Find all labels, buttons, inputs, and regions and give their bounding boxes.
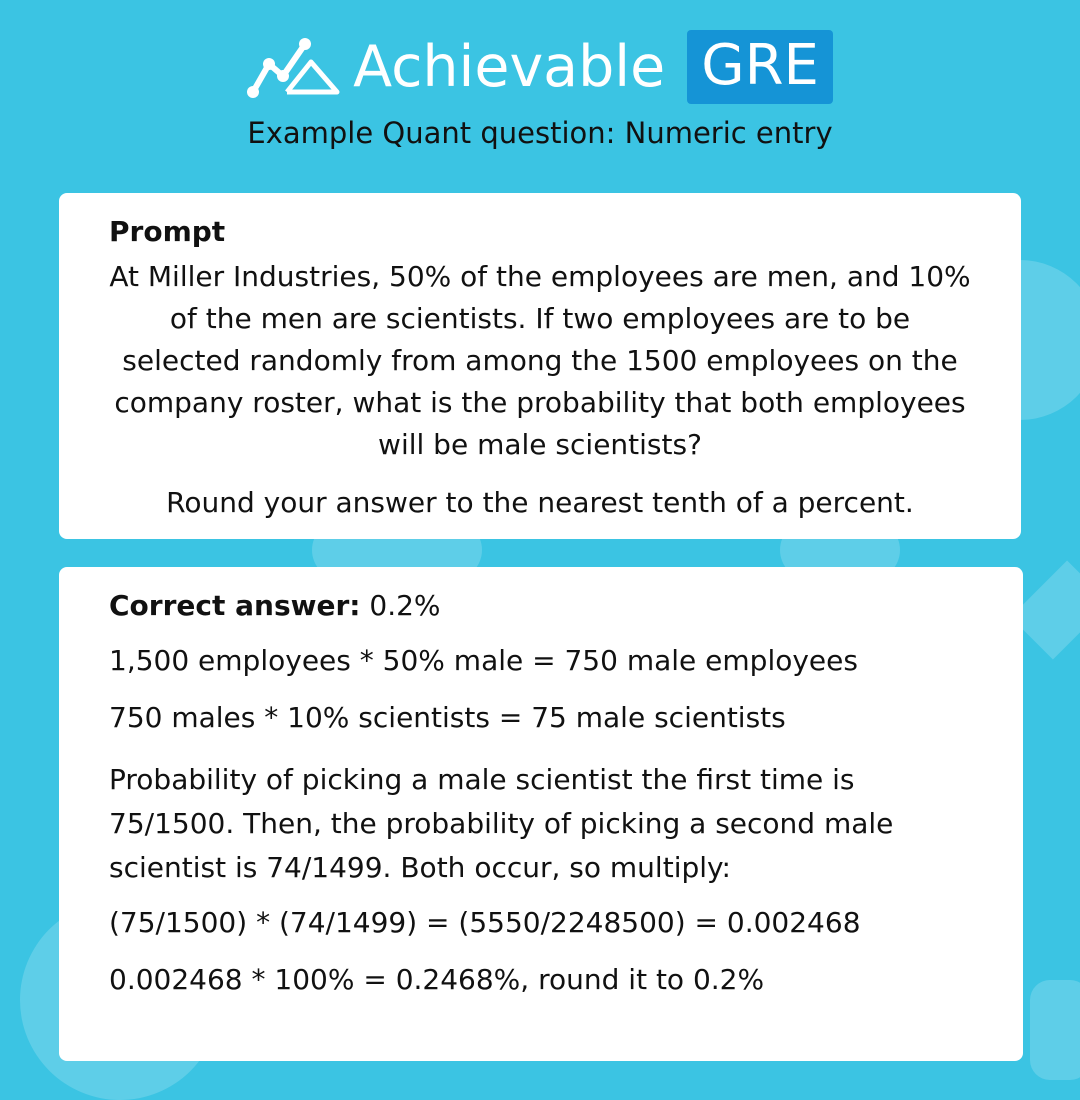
correct-answer — [109, 589, 973, 622]
line-chart-mountain-icon — [247, 36, 341, 98]
solution-explanation: Probability of picking a male scientist the first time is 75/1500. Then, the probability of picking a second male scientist is 74/1499. Both occur, so multiply: — [109, 763, 894, 884]
solution-final: 0.002468 * 100% = 0.2468%, round it to 0.2% — [109, 963, 765, 996]
solution-calculation: (75/1500) * (74/1499) = (5550/2248500) = 0.002468 — [109, 906, 861, 939]
prompt-card — [59, 193, 1021, 539]
correct-answer-label: Correct answer: — [109, 589, 361, 622]
answer-card — [59, 567, 1023, 1061]
solution-step: 750 males * 10% scientists = 75 male scientists — [109, 701, 786, 734]
prompt-title: Prompt — [109, 215, 226, 248]
prompt-instruction: Round your answer to the nearest tenth of a percent. — [166, 486, 914, 519]
correct-answer-value: 0.2% — [360, 589, 441, 622]
brand-name: Achievable — [353, 33, 666, 100]
gre-badge: GRE — [687, 30, 833, 104]
header — [0, 30, 1080, 150]
prompt-text: At Miller Industries, 50% of the employees are men, and 10% of the men are scientists. If two employees are to be selected randomly from among the 1500 employees on the company roster, what is the probability that both employees will be male scientists? — [109, 260, 971, 461]
page-subtitle: Example Quant question: Numeric entry — [247, 116, 833, 150]
background-shape — [1030, 980, 1080, 1080]
logo — [0, 30, 1080, 104]
solution-step: 1,500 employees * 50% male = 750 male employees — [109, 644, 858, 677]
